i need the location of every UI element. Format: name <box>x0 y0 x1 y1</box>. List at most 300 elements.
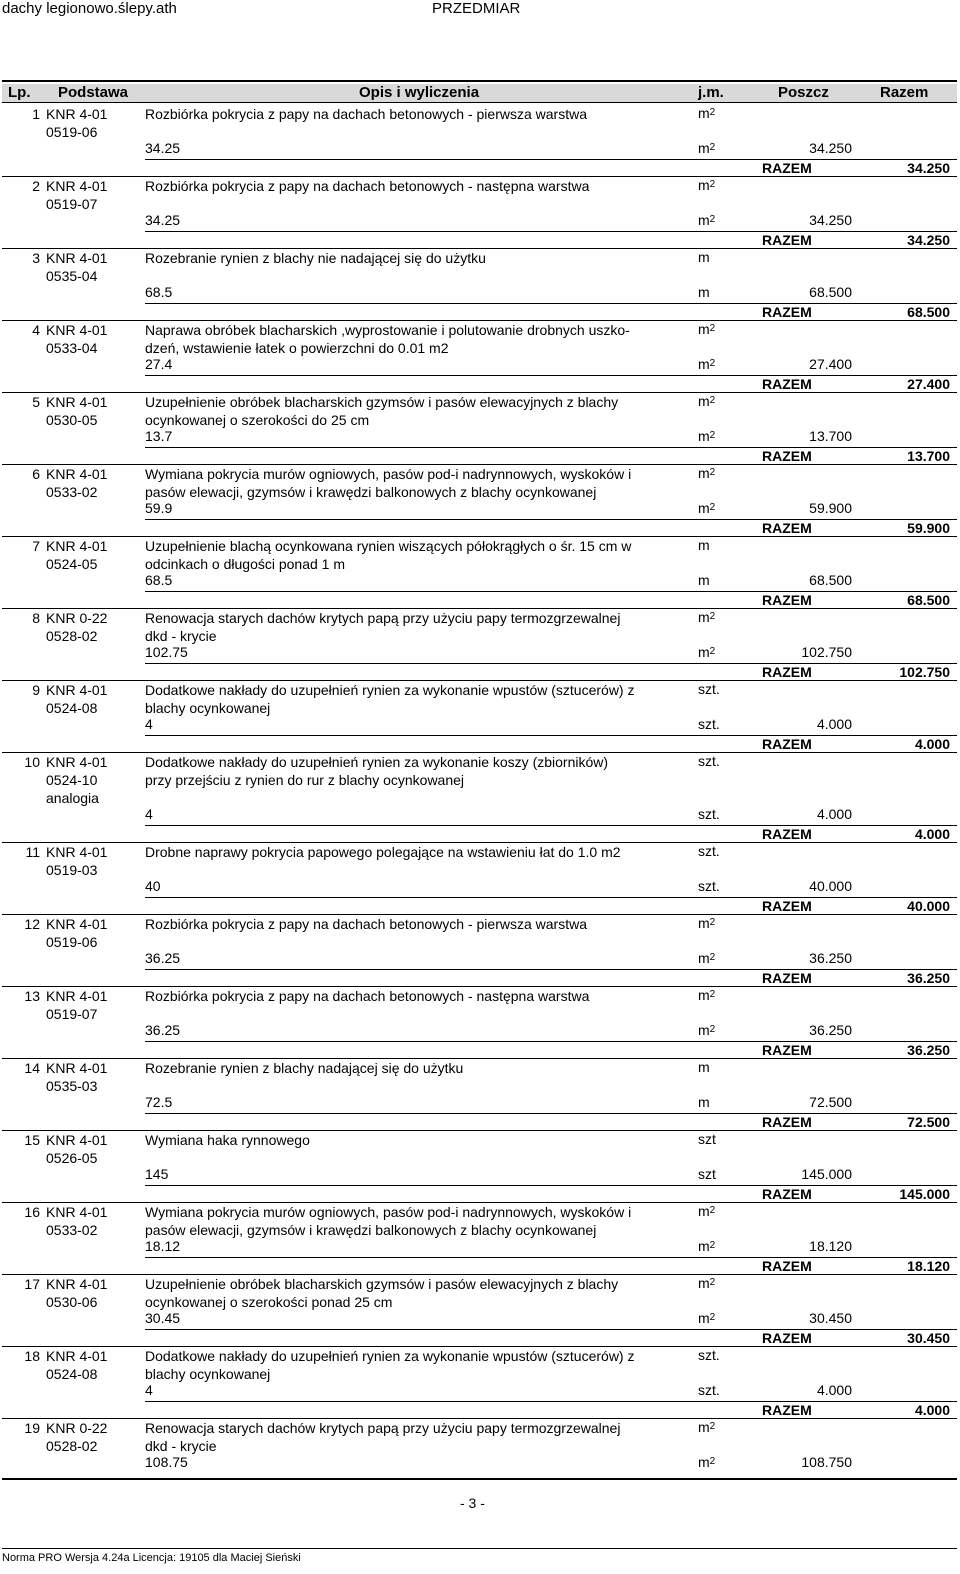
total-value: 34.250 <box>907 232 950 248</box>
total-rule <box>145 1401 957 1402</box>
superscript: 2 <box>709 1312 716 1323</box>
item-description-line: ocynkowanej o szerokości ponad 25 cm <box>145 1294 393 1310</box>
calc-subtotal: 72.500 <box>809 1094 852 1110</box>
item-basis-line: KNR 4-01 <box>46 106 108 122</box>
table-row <box>0 176 960 248</box>
calc-unit: szt. <box>698 806 720 822</box>
item-description <box>145 1059 683 1077</box>
item-description-line: Rozbiórka pokrycia z papy na dachach betonowych - pierwsza warstwa <box>145 916 587 932</box>
item-basis-line: 0524-05 <box>46 556 98 572</box>
item-basis-line: analogia <box>46 790 99 806</box>
calc-unit: szt. <box>698 878 720 894</box>
item-number: 6 <box>32 466 40 482</box>
item-description <box>145 177 683 195</box>
calc-value: 34.25 <box>145 140 181 156</box>
item-basis <box>46 843 142 879</box>
item-basis-line: KNR 0-22 <box>46 610 108 626</box>
total-label: RAZEM <box>762 1042 812 1058</box>
total-value: 18.120 <box>907 1258 950 1274</box>
table-row <box>0 1202 960 1274</box>
superscript: 2 <box>709 1456 716 1467</box>
total-label: RAZEM <box>762 1402 812 1418</box>
item-description-line: Dodatkowe nakłady do uzupełnień rynien za wykonanie wpustów (sztucerów) z <box>145 682 635 698</box>
calc-subtotal: 30.450 <box>809 1310 852 1326</box>
item-unit: $m^2$ <box>698 177 716 193</box>
total-label: RAZEM <box>762 1258 812 1274</box>
item-description-line: blachy ocynkowanej <box>145 700 271 716</box>
item-basis-line: 0524-10 <box>46 772 98 788</box>
total-rule <box>145 663 957 664</box>
item-basis-line: KNR 4-01 <box>46 178 108 194</box>
item-description <box>145 1203 683 1239</box>
calc-subtotal: 36.250 <box>809 950 852 966</box>
item-basis <box>46 393 142 429</box>
item-description <box>145 681 683 717</box>
calc-unit: szt <box>698 1166 716 1182</box>
item-number: 5 <box>32 394 40 410</box>
calc-unit: $m^2$ <box>698 1454 716 1470</box>
item-unit: $m^2$ <box>698 987 716 1003</box>
page-number: - 3 - <box>460 1495 485 1511</box>
item-number: 19 <box>24 1420 40 1436</box>
superscript: 2 <box>709 1240 716 1251</box>
total-label: RAZEM <box>762 970 812 986</box>
item-description <box>145 1419 683 1455</box>
total-label: RAZEM <box>762 376 812 392</box>
item-description-line: Wymiana pokrycia murów ogniowych, pasów pod-i nadrynnowych, wyskoków i <box>145 1204 632 1220</box>
item-basis-line: 0519-06 <box>46 934 98 950</box>
total-value: 4.000 <box>914 736 950 752</box>
total-rule <box>145 159 957 160</box>
superscript: 2 <box>709 646 716 657</box>
item-number: 14 <box>24 1060 40 1076</box>
item-description <box>145 1275 683 1311</box>
item-basis <box>46 321 142 357</box>
calc-subtotal: 4.000 <box>816 716 852 732</box>
total-rule <box>145 1041 957 1042</box>
item-basis-line: 0528-02 <box>46 1438 98 1454</box>
item-description <box>145 987 683 1005</box>
total-rule <box>145 303 957 304</box>
calc-subtotal: 34.250 <box>809 140 852 156</box>
calc-value: 68.5 <box>145 284 173 300</box>
item-description <box>145 843 683 861</box>
total-label: RAZEM <box>762 1186 812 1202</box>
table-row <box>0 1058 960 1130</box>
item-basis-line: 0535-04 <box>46 268 98 284</box>
item-number: 15 <box>24 1132 40 1148</box>
total-rule <box>145 1113 957 1114</box>
total-value: 68.500 <box>907 592 950 608</box>
calc-value: 36.25 <box>145 950 181 966</box>
item-basis-line: KNR 4-01 <box>46 250 108 266</box>
item-basis-line: 0519-07 <box>46 196 98 212</box>
total-label: RAZEM <box>762 898 812 914</box>
item-description <box>145 609 683 645</box>
item-description-line: Drobne naprawy pokrycia papowego polegające na wstawieniu łat do 1.0 m2 <box>145 844 621 860</box>
item-description-line: Naprawa obróbek blacharskich ,wyprostowanie i polutowanie drobnych uszko- <box>145 322 630 338</box>
item-basis-line: 0526-05 <box>46 1150 98 1166</box>
calc-unit: $m^2$ <box>698 500 716 516</box>
total-rule <box>145 735 957 736</box>
calc-subtotal: 68.500 <box>809 284 852 300</box>
item-unit: $m^2$ <box>698 465 716 481</box>
table-row <box>0 1130 960 1202</box>
calc-subtotal: 4.000 <box>816 1382 852 1398</box>
calc-unit: $m^2$ <box>698 644 716 660</box>
item-number: 3 <box>32 250 40 266</box>
calc-value: 34.25 <box>145 212 181 228</box>
total-rule <box>145 1185 957 1186</box>
calc-unit: $m^2$ <box>698 1022 716 1038</box>
item-unit: szt. <box>698 843 720 859</box>
superscript: 2 <box>709 611 716 622</box>
item-basis-line: KNR 4-01 <box>46 754 108 770</box>
item-basis-line: 0533-02 <box>46 1222 98 1238</box>
item-basis-line: KNR 4-01 <box>46 1132 108 1148</box>
total-label: RAZEM <box>762 592 812 608</box>
calc-value: 102.75 <box>145 644 188 660</box>
item-description-line: Wymiana pokrycia murów ogniowych, pasów pod-i nadrynnowych, wyskoków i <box>145 466 632 482</box>
calc-value: 4 <box>145 806 153 822</box>
calc-unit: m <box>698 284 710 300</box>
calc-subtotal: 40.000 <box>809 878 852 894</box>
item-basis <box>46 177 142 213</box>
item-unit: szt <box>698 1131 716 1147</box>
calc-unit: $m^2$ <box>698 356 716 372</box>
item-description-line: dkd - krycie <box>145 1438 217 1454</box>
calc-subtotal: 59.900 <box>809 500 852 516</box>
superscript: 2 <box>709 989 716 1000</box>
total-label: RAZEM <box>762 1114 812 1130</box>
total-label: RAZEM <box>762 520 812 536</box>
item-description <box>145 753 683 789</box>
item-description-line: odcinkach o długości ponad 1 m <box>145 556 346 572</box>
item-description-line: Dodatkowe nakłady do uzupełnień rynien za wykonanie wpustów (sztucerów) z <box>145 1348 635 1364</box>
total-rule <box>145 825 957 826</box>
total-label: RAZEM <box>762 736 812 752</box>
item-basis <box>46 609 142 645</box>
calc-value: 145 <box>145 1166 169 1182</box>
item-number: 10 <box>24 754 40 770</box>
item-basis-line: 0524-08 <box>46 1366 98 1382</box>
item-basis <box>46 987 142 1023</box>
item-description-line: Renowacja starych dachów krytych papą przy użyciu papy termozgrzewalnej <box>145 1420 621 1436</box>
calc-unit: m <box>698 572 710 588</box>
item-basis-line: 0533-04 <box>46 340 98 356</box>
calc-unit: $m^2$ <box>698 1310 716 1326</box>
total-value: 68.500 <box>907 304 950 320</box>
item-unit: $m^2$ <box>698 609 716 625</box>
calc-unit: m <box>698 1094 710 1110</box>
item-basis <box>46 681 142 717</box>
item-basis-line: 0530-06 <box>46 1294 98 1310</box>
calc-subtotal: 27.400 <box>809 356 852 372</box>
item-basis <box>46 1203 142 1239</box>
superscript: 2 <box>709 952 716 963</box>
total-value: 102.750 <box>899 664 950 680</box>
item-number: 13 <box>24 988 40 1004</box>
table-row <box>0 320 960 392</box>
col-razem: Razem <box>880 84 929 101</box>
calc-unit: $m^2$ <box>698 212 716 228</box>
item-description-line: Uzupełnienie obróbek blacharskich gzymsów i pasów elewacyjnych z blachy <box>145 394 619 410</box>
footer-rule <box>2 1548 957 1549</box>
item-unit: szt. <box>698 753 720 769</box>
calc-subtotal: 13.700 <box>809 428 852 444</box>
calc-value: 108.75 <box>145 1454 188 1470</box>
superscript: 2 <box>709 1024 716 1035</box>
total-label: RAZEM <box>762 232 812 248</box>
calc-value: 59.9 <box>145 500 173 516</box>
item-number: 2 <box>32 178 40 194</box>
item-basis <box>46 1059 142 1095</box>
total-value: 72.500 <box>907 1114 950 1130</box>
item-unit: $m^2$ <box>698 105 716 121</box>
calc-value: 13.7 <box>145 428 173 444</box>
item-number: 8 <box>32 610 40 626</box>
item-basis-line: KNR 4-01 <box>46 988 108 1004</box>
table-row <box>0 464 960 536</box>
calc-value: 4 <box>145 1382 153 1398</box>
total-value: 27.400 <box>907 376 950 392</box>
total-rule <box>145 591 957 592</box>
table-row <box>0 1418 960 1478</box>
item-unit: $m^2$ <box>698 915 716 931</box>
item-description-line: dzeń, wstawienie łatek o powierzchni do 0.01 m2 <box>145 340 449 356</box>
item-number: 12 <box>24 916 40 932</box>
table-row <box>0 1274 960 1346</box>
table-row <box>0 392 960 464</box>
calc-value: 18.12 <box>145 1238 181 1254</box>
total-value: 13.700 <box>907 448 950 464</box>
table-row <box>0 752 960 842</box>
superscript: 2 <box>709 323 716 334</box>
total-rule <box>145 231 957 232</box>
total-rule <box>145 969 957 970</box>
total-value: 34.250 <box>907 160 950 176</box>
superscript: 2 <box>709 502 716 513</box>
item-description <box>145 321 683 357</box>
item-description <box>145 1347 683 1383</box>
calc-subtotal: 34.250 <box>809 212 852 228</box>
table-row <box>0 248 960 320</box>
item-basis <box>46 915 142 951</box>
item-basis <box>46 753 142 807</box>
calc-value: 27.4 <box>145 356 173 372</box>
item-description-line: Dodatkowe nakłady do uzupełnień rynien za wykonanie koszy (zbiorników) <box>145 754 609 770</box>
document-title: dachy legionowo.ślepy.ath <box>2 0 177 17</box>
calc-subtotal: 18.120 <box>809 1238 852 1254</box>
table-row <box>0 1346 960 1418</box>
table-row <box>0 608 960 680</box>
superscript: 2 <box>709 142 716 153</box>
item-unit: $m^2$ <box>698 393 716 409</box>
total-rule <box>145 1257 957 1258</box>
calc-subtotal: 102.750 <box>801 644 852 660</box>
item-description-line: Rozbiórka pokrycia z papy na dachach betonowych - następna warstwa <box>145 178 590 194</box>
item-description-line: pasów elewacji, gzymsów i krawędzi balkonowych z blachy ocynkowanej <box>145 484 597 500</box>
item-basis <box>46 1275 142 1311</box>
table-row <box>0 104 960 176</box>
item-description <box>145 105 683 123</box>
item-basis-line: KNR 4-01 <box>46 1060 108 1076</box>
document-type: PRZEDMIAR <box>432 0 521 17</box>
item-basis-line: KNR 4-01 <box>46 916 108 932</box>
calc-value: 4 <box>145 716 153 732</box>
item-number: 18 <box>24 1348 40 1364</box>
calc-unit: szt. <box>698 1382 720 1398</box>
item-basis-line: KNR 4-01 <box>46 394 108 410</box>
item-basis-line: KNR 0-22 <box>46 1420 108 1436</box>
item-description-line: Rozbiórka pokrycia z papy na dachach betonowych - pierwsza warstwa <box>145 106 587 122</box>
item-description-line: pasów elewacji, gzymsów i krawędzi balkonowych z blachy ocynkowanej <box>145 1222 597 1238</box>
col-poszcz: Poszcz <box>778 84 829 101</box>
total-label: RAZEM <box>762 1330 812 1346</box>
item-basis <box>46 1131 142 1167</box>
item-basis <box>46 1347 142 1383</box>
calc-unit: $m^2$ <box>698 950 716 966</box>
table-row <box>0 536 960 608</box>
item-description-line: blachy ocynkowanej <box>145 1366 271 1382</box>
calc-unit: $m^2$ <box>698 140 716 156</box>
item-unit: m <box>698 249 710 265</box>
item-basis-line: KNR 4-01 <box>46 322 108 338</box>
total-rule <box>145 897 957 898</box>
calc-unit: $m^2$ <box>698 1238 716 1254</box>
total-rule <box>145 1329 957 1330</box>
item-unit: szt. <box>698 681 720 697</box>
total-label: RAZEM <box>762 304 812 320</box>
item-number: 9 <box>32 682 40 698</box>
item-description <box>145 393 683 429</box>
item-unit: $m^2$ <box>698 321 716 337</box>
superscript: 2 <box>709 430 716 441</box>
calc-value: 68.5 <box>145 572 173 588</box>
item-basis <box>46 1419 142 1455</box>
item-number: 11 <box>25 844 40 860</box>
item-unit: szt. <box>698 1347 720 1363</box>
calc-unit: szt. <box>698 716 720 732</box>
col-lp: Lp. <box>8 84 31 101</box>
item-basis-line: 0524-08 <box>46 700 98 716</box>
item-description <box>145 537 683 573</box>
total-label: RAZEM <box>762 160 812 176</box>
item-unit: m <box>698 537 710 553</box>
item-basis-line: KNR 4-01 <box>46 1204 108 1220</box>
item-description-line: Wymiana haka rynnowego <box>145 1132 310 1148</box>
superscript: 2 <box>709 358 716 369</box>
footer-license: Norma PRO Wersja 4.24a Licencja: 19105 dla Maciej Sieński <box>2 1552 301 1564</box>
item-basis <box>46 249 142 285</box>
col-jm: j.m. <box>698 84 724 101</box>
item-basis-line: KNR 4-01 <box>46 538 108 554</box>
calc-value: 72.5 <box>145 1094 173 1110</box>
total-value: 36.250 <box>907 1042 950 1058</box>
total-label: RAZEM <box>762 664 812 680</box>
calc-subtotal: 36.250 <box>809 1022 852 1038</box>
item-unit: m <box>698 1059 710 1075</box>
total-label: RAZEM <box>762 448 812 464</box>
item-number: 16 <box>24 1204 40 1220</box>
calc-value: 36.25 <box>145 1022 181 1038</box>
table-row <box>0 680 960 752</box>
item-description <box>145 465 683 501</box>
item-description <box>145 915 683 933</box>
item-unit: $m^2$ <box>698 1275 716 1291</box>
superscript: 2 <box>709 107 716 118</box>
item-description-line: Rozebranie rynien z blachy nie nadającej się do użytku <box>145 250 486 266</box>
item-basis-line: KNR 4-01 <box>46 682 108 698</box>
col-podstawa: Podstawa <box>58 84 129 101</box>
calc-unit: $m^2$ <box>698 428 716 444</box>
bottom-rule <box>2 1478 957 1480</box>
item-basis-line: KNR 4-01 <box>46 844 108 860</box>
calc-subtotal: 4.000 <box>816 806 852 822</box>
item-description-line: Renowacja starych dachów krytych papą przy użyciu papy termozgrzewalnej <box>145 610 621 626</box>
superscript: 2 <box>709 1277 716 1288</box>
superscript: 2 <box>709 179 716 190</box>
item-description-line: Rozebranie rynien z blachy nadającej się do użytku <box>145 1060 464 1076</box>
table-row <box>0 842 960 914</box>
table-row <box>0 914 960 986</box>
superscript: 2 <box>709 214 716 225</box>
item-basis-line: KNR 4-01 <box>46 1276 108 1292</box>
item-description-line: Rozbiórka pokrycia z papy na dachach betonowych - następna warstwa <box>145 988 590 1004</box>
item-unit: $m^2$ <box>698 1419 716 1435</box>
item-basis-line: 0528-02 <box>46 628 98 644</box>
item-unit: $m^2$ <box>698 1203 716 1219</box>
item-basis-line: KNR 4-01 <box>46 466 108 482</box>
superscript: 2 <box>709 395 716 406</box>
total-value: 4.000 <box>914 1402 950 1418</box>
total-value: 36.250 <box>907 970 950 986</box>
item-basis-line: 0519-06 <box>46 124 98 140</box>
item-description-line: Uzupełnienie blachą ocynkowana rynien wiszących półokrągłych o śr. 15 cm w <box>145 538 632 554</box>
item-description <box>145 249 683 267</box>
item-basis-line: 0535-03 <box>46 1078 98 1094</box>
calc-value: 30.45 <box>145 1310 181 1326</box>
total-value: 59.900 <box>907 520 950 536</box>
item-number: 7 <box>32 538 40 554</box>
total-value: 4.000 <box>914 826 950 842</box>
calc-subtotal: 145.000 <box>801 1166 852 1182</box>
superscript: 2 <box>709 917 716 928</box>
item-basis <box>46 465 142 501</box>
item-number: 1 <box>32 106 40 122</box>
superscript: 2 <box>709 467 716 478</box>
calc-value: 40 <box>145 878 161 894</box>
total-rule <box>145 375 957 376</box>
item-basis-line: 0533-02 <box>46 484 98 500</box>
item-description-line: przy przejściu z rynien do rur z blachy ocynkowanej <box>145 772 465 788</box>
total-rule <box>145 519 957 520</box>
total-value: 40.000 <box>907 898 950 914</box>
total-label: RAZEM <box>762 826 812 842</box>
calc-subtotal: 68.500 <box>809 572 852 588</box>
item-basis-line: KNR 4-01 <box>46 1348 108 1364</box>
superscript: 2 <box>709 1205 716 1216</box>
item-basis-line: 0530-05 <box>46 412 98 428</box>
col-opis: Opis i wyliczenia <box>359 84 480 101</box>
item-basis <box>46 537 142 573</box>
item-description-line: dkd - krycie <box>145 628 217 644</box>
item-basis-line: 0519-03 <box>46 862 98 878</box>
item-number: 17 <box>24 1276 40 1292</box>
superscript: 2 <box>709 1421 716 1432</box>
item-description <box>145 1131 683 1149</box>
item-number: 4 <box>32 322 40 338</box>
